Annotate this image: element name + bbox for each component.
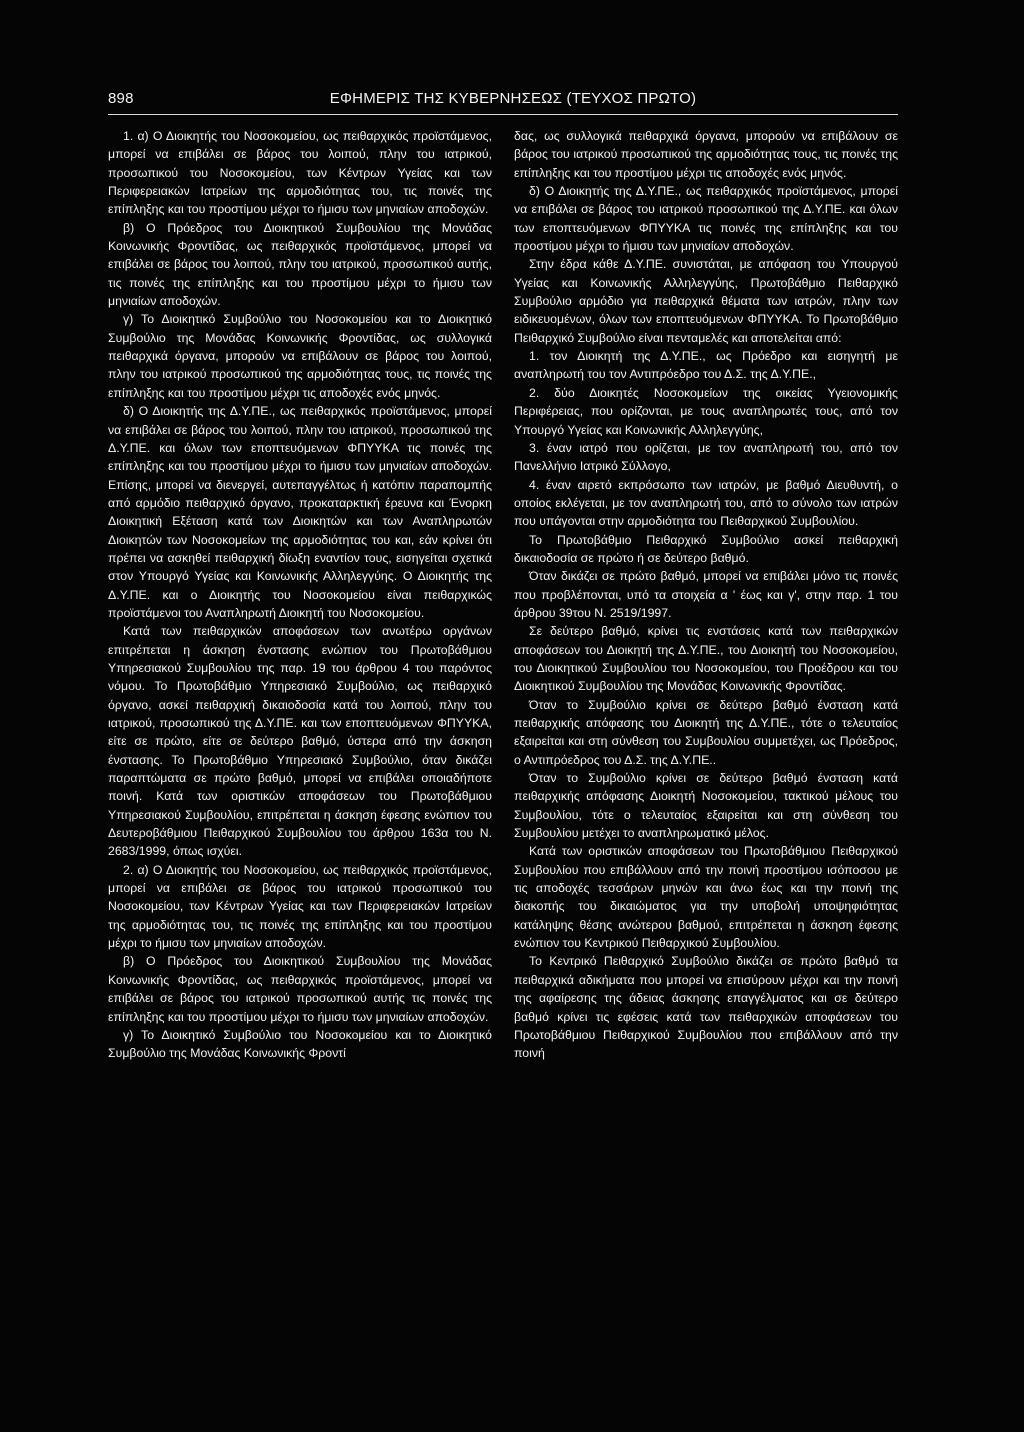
- paragraph: 3. έναν ιατρό που ορίζεται, με τον αναπληρωτή του, από τον Πανελλήνιο Ιατρικό Σύλλογο,: [514, 440, 898, 474]
- paragraph: 1. τον Διοικητή της Δ.Υ.ΠΕ., ως Πρόεδρο και εισηγητή με αναπληρωτή του τον Αντιπρόεδρο του Δ.Σ. της Δ.Υ.ΠΕ.,: [514, 349, 898, 382]
- paragraph: 1. α) Ο Διοικητής του Νοσοκομείου, ως πειθαρχικός προϊστάμενος, μπορεί να επιβάλει σε βάρος του λοιπού, πλην του ιατρικού, προσωπικού του Νοσοκομείου, των Κέντρων Υγείας και των Περιφερειακών Ιατρείων της αρμοδιότητας του, τις ποινές της επίπληξης και του προστίμου μέχρι το ήμισυ των μηνιαίων αποδοχών.: [108, 129, 492, 217]
- paragraph: δ) Ο Διοικητής της Δ.Υ.ΠΕ., ως πειθαρχικός προϊστάμενος, μπορεί να επιβάλει σε βάρος του ιατρικού προσωπικού της Δ.Υ.ΠΕ. και όλων των εποπτευόμενων ΦΠΥΥΚΑ τις ποινές της επίπληξης και του προστίμου μέχρι το ήμισυ των μηνιαίων αποδοχών.: [514, 184, 898, 254]
- paragraph: β) Ο Πρόεδρος του Διοικητικού Συμβουλίου της Μονάδας Κοινωνικής Φροντίδας, ως πειθαρχικός προϊστάμενος, μπορεί να επιβάλει σε βάρος του λοιπού, πλην του ιατρικού, προσωπικού αυτής, τις ποινές της επίπληξης και του προστίμου μέχρι το ήμισυ των μηνιαίων αποδοχών.: [108, 220, 492, 309]
- right-column: [514, 127, 898, 1063]
- paragraph: Το Πρωτοβάθμιο Πειθαρχικό Συμβούλιο ασκεί πειθαρχική δικαιοδοσία σε πρώτο ή σε δεύτερο βαθμό.: [514, 532, 898, 565]
- paragraph: Όταν δικάζει σε πρώτο βαθμό, μπορεί να επιβάλει μόνο τις ποινές που προβλέπονται, υπό τα στοιχεία α ' έως και γ', στην παρ. 1 του άρθρου 39του Ν. 2519/1997.: [514, 569, 898, 620]
- paragraph: Όταν το Συμβούλιο κρίνει σε δεύτερο βαθμό ένσταση κατά πειθαρχικής απόφασης του Διοικητή της Δ.Υ.ΠΕ., τότε ο τελευταίος εξαιρείται και στη σύνθεση του Συμβουλίου συμμετέχει, ως Πρόεδρος, ο Αντιπρόεδρος του Δ.Σ. της Δ.Υ.ΠΕ..: [514, 697, 898, 767]
- paragraph: γ) Το Διοικητικό Συμβούλιο του Νοσοκομείου και το Διοικητικό Συμβούλιο της Μονάδας Κοινωνικής Φροντί: [108, 1027, 492, 1061]
- paragraph: δ) Ο Διοικητής της Δ.Υ.ΠΕ., ως πειθαρχικός προϊστάμενος, μπορεί να επιβάλει σε βάρος του λοιπού, πλην του ιατρικού, προσωπικού της Δ.Υ.ΠΕ. και όλων των εποπτευόμενων ΦΠΥΥΚΑ τις ποινές της επίπληξης και του προστίμου μέχρι το ήμισυ των μηνιαίων αποδοχών. Επίσης, μπορεί να διενεργεί, αυτεπαγγέλτως ή κατόπιν παραπομπής από αρμόδιο πειθαρχικό όργανο, προκαταρκτική έρευνα και Ένορκη Διοικητική Εξέταση κατά των Διοικητών και των Αναπληρωτών Διοικητών των Νοσοκομείων της αρμοδιότητας του και, εάν κρίνει ότι πρέπει να ασκηθεί πειθαρχική δίωξη εναντίον τους, εισηγείται σχετικά στον Υπουργό Υγείας και Κοινωνικής Αλληλεγγύης. Ο Διοικητής της Δ.Υ.ΠΕ. και ο Διοικητής του Νοσοκομείου είναι πειθαρχικώς προϊστάμενοι του Αναπληρωτή Διοικητή του Νοσοκομείου.: [108, 404, 492, 620]
- journal-title: ΕΦΗΜΕΡΙΣ ΤΗΣ ΚΥΒΕΡΝΗΣΕΩΣ (ΤΕΥΧΟΣ ΠΡΩΤΟ): [329, 90, 697, 107]
- paragraph-continued: δας, ως συλλογικά πειθαρχικά όργανα, μπορούν να επιβάλουν σε βάρος του ιατρικού προσωπικού της αρμοδιότητας τους, τις ποινές της επίπληξης και του προστίμου μέχρι τις αποδοχές ενός μηνός.: [514, 129, 898, 180]
- running-head: [108, 90, 898, 112]
- paragraph: γ) Το Διοικητικό Συμβούλιο του Νοσοκομείου και το Διοικητικό Συμβούλιο της Μονάδας Κοινωνικής Φροντίδας, ως συλλογικά πειθαρχικά όργανα, μπορούν να επιβάλουν σε βάρος του λοιπού, πλην του ιατρικού προσωπικού της αρμοδιότητας τους, τις ποινές της επίπληξης και του προστίμου μέχρι τις αποδοχές ενός μηνός.: [108, 312, 492, 400]
- paragraph: Κατά των οριστικών αποφάσεων του Πρωτοβάθμιου Πειθαρχικού Συμβουλίου που επιβάλλουν από την ποινή προστίμου ισόποσου με τις αποδοχές τεσσάρων μηνών και άνω έως και την ποινή της διακοπής του δικαιώματος για την υποβολή υποψηφιότητας κατάληψης θέσης ανώτερου βαθμού, επιτρέπεται η άσκηση έφεσης ενώπιον του Κεντρικού Πειθαρχικού Συμβουλίου.: [514, 844, 898, 951]
- paragraph: 2. δύο Διοικητές Νοσοκομείων της οικείας Υγειονομικής Περιφέρειας, που ορίζονται, με τους αναπληρωτές τους, από τον Υπουργό Υγείας και Κοινωνικής Αλληλεγγύης,: [514, 385, 898, 437]
- left-column: [108, 127, 492, 1063]
- paragraph: 4. έναν αιρετό εκπρόσωπο των ιατρών, με βαθμό Διευθυντή, ο οποίος εκλέγεται, με τον αναπληρωτή του, από το σύνολο των ιατρών που υπάγονται στην αρμοδιότητα του Πειθαρχικού Συμβουλίου.: [514, 477, 898, 529]
- paragraph: β) Ο Πρόεδρος του Διοικητικού Συμβουλίου της Μονάδας Κοινωνικής Φροντίδας, ως πειθαρχικός προϊστάμενος, μπορεί να επιβάλει σε βάρος του ιατρικού προσωπικού αυτής τις ποινές της επίπληξης και του προστίμου μέχρι το ήμισυ των μηνιαίων αποδοχών.: [108, 954, 492, 1024]
- paragraph: Το Κεντρικό Πειθαρχικό Συμβούλιο δικάζει σε πρώτο βαθμό τα πειθαρχικά αδικήματα που μπορεί να επισύρουν μέχρι και την ποινή της αφαίρεσης της άδειας άσκησης επαγγέλματος και σε δεύτερο βαθμό κρίνει τις εφέσεις κατά των πειθαρχικών αποφάσεων του Πρωτοβάθμιου Πειθαρχικού Συμβουλίου που επιβάλλουν από την ποινή: [514, 954, 898, 1061]
- paragraph: 2. α) Ο Διοικητής του Νοσοκομείου, ως πειθαρχικός προϊστάμενος, μπορεί να επιβάλει σε βάρος του ιατρικού προσωπικού του Νοσοκομείου, των Κέντρων Υγείας και των Περιφερειακών Ιατρείων της αρμοδιότητας του, τις ποινές της επίπληξης και του προστίμου μέχρι το ήμισυ των μηνιαίων αποδοχών.: [108, 862, 492, 951]
- page-number: 898: [108, 90, 134, 107]
- paragraph: Σε δεύτερο βαθμό, κρίνει τις ενστάσεις κατά των πειθαρχικών αποφάσεων του Διοικητή της Δ.Υ.ΠΕ., του Διοικητή του Νοσοκομείου, του Διοικητικού Συμβουλίου του Νοσοκομείου, του Προέδρου και του Διοικητικού Συμβουλίου της Μονάδας Κοινωνικής Φροντίδας.: [514, 624, 898, 694]
- header-rule: [108, 114, 898, 115]
- paragraph: Κατά των πειθαρχικών αποφάσεων των ανωτέρω οργάνων επιτρέπεται η άσκηση ένστασης ενώπιον του Πρωτοβάθμιου Υπηρεσιακού Συμβουλίου της παρ. 19 του άρθρου 4 του παρόντος νόμου. Το Πρωτοβάθμιο Υπηρεσιακό Συμβούλιο, ως πειθαρχικό όργανο, ασκεί πειθαρχική δικαιοδοσία κατά του λοιπού, πλην του ιατρικού, προσωπικού της Δ.Υ.ΠΕ. και των εποπτευόμενων ΦΠΥΥΚΑ, είτε σε πρώτο, είτε σε δεύτερο βαθμό, ύστερα από την άσκηση ένστασης. Το Πρωτοβάθμιο Υπηρεσιακό Συμβούλιο, όταν δικάζει παραπτώματα σε πρώτο βαθμό, μπορεί να επιβάλει οποιαδήποτε ποινή. Κατά των οριστικών αποφάσεων του Πρωτοβάθμιου Υπηρεσιακού Συμβουλίου, επιτρέπεται η άσκηση έφεσης ενώπιον του Δευτεροβάθμιου Πειθαρχικού Συμβουλίου του άρθρου 163α του Ν. 2683/1999, όπως ισχύει.: [108, 624, 492, 859]
- paragraph: Όταν το Συμβούλιο κρίνει σε δεύτερο βαθμό ένσταση κατά πειθαρχικής απόφασης Διοικητή Νοσοκομείου, τακτικού μέλους του Συμβουλίου, τότε ο τελευταίος εξαιρείται και στη σύνθεση του Συμβουλίου μετέχει το αναπληρωματικό μέλος.: [514, 771, 898, 841]
- paragraph: Στην έδρα κάθε Δ.Υ.ΠΕ. συνιστάται, με απόφαση του Υπουργού Υγείας και Κοινωνικής Αλληλεγγύης, Πρωτοβάθμιο Πειθαρχικό Συμβούλιο αρμόδιο για πειθαρχικά θέματα των ιατρών, πλην των ειδικευομένων, όλων των εποπτευόμενων ΦΠΥΥΚΑ. Το Πρωτοβάθμιο Πειθαρχικό Συμβούλιο είναι πενταμελές και αποτελείται από:: [514, 257, 898, 345]
